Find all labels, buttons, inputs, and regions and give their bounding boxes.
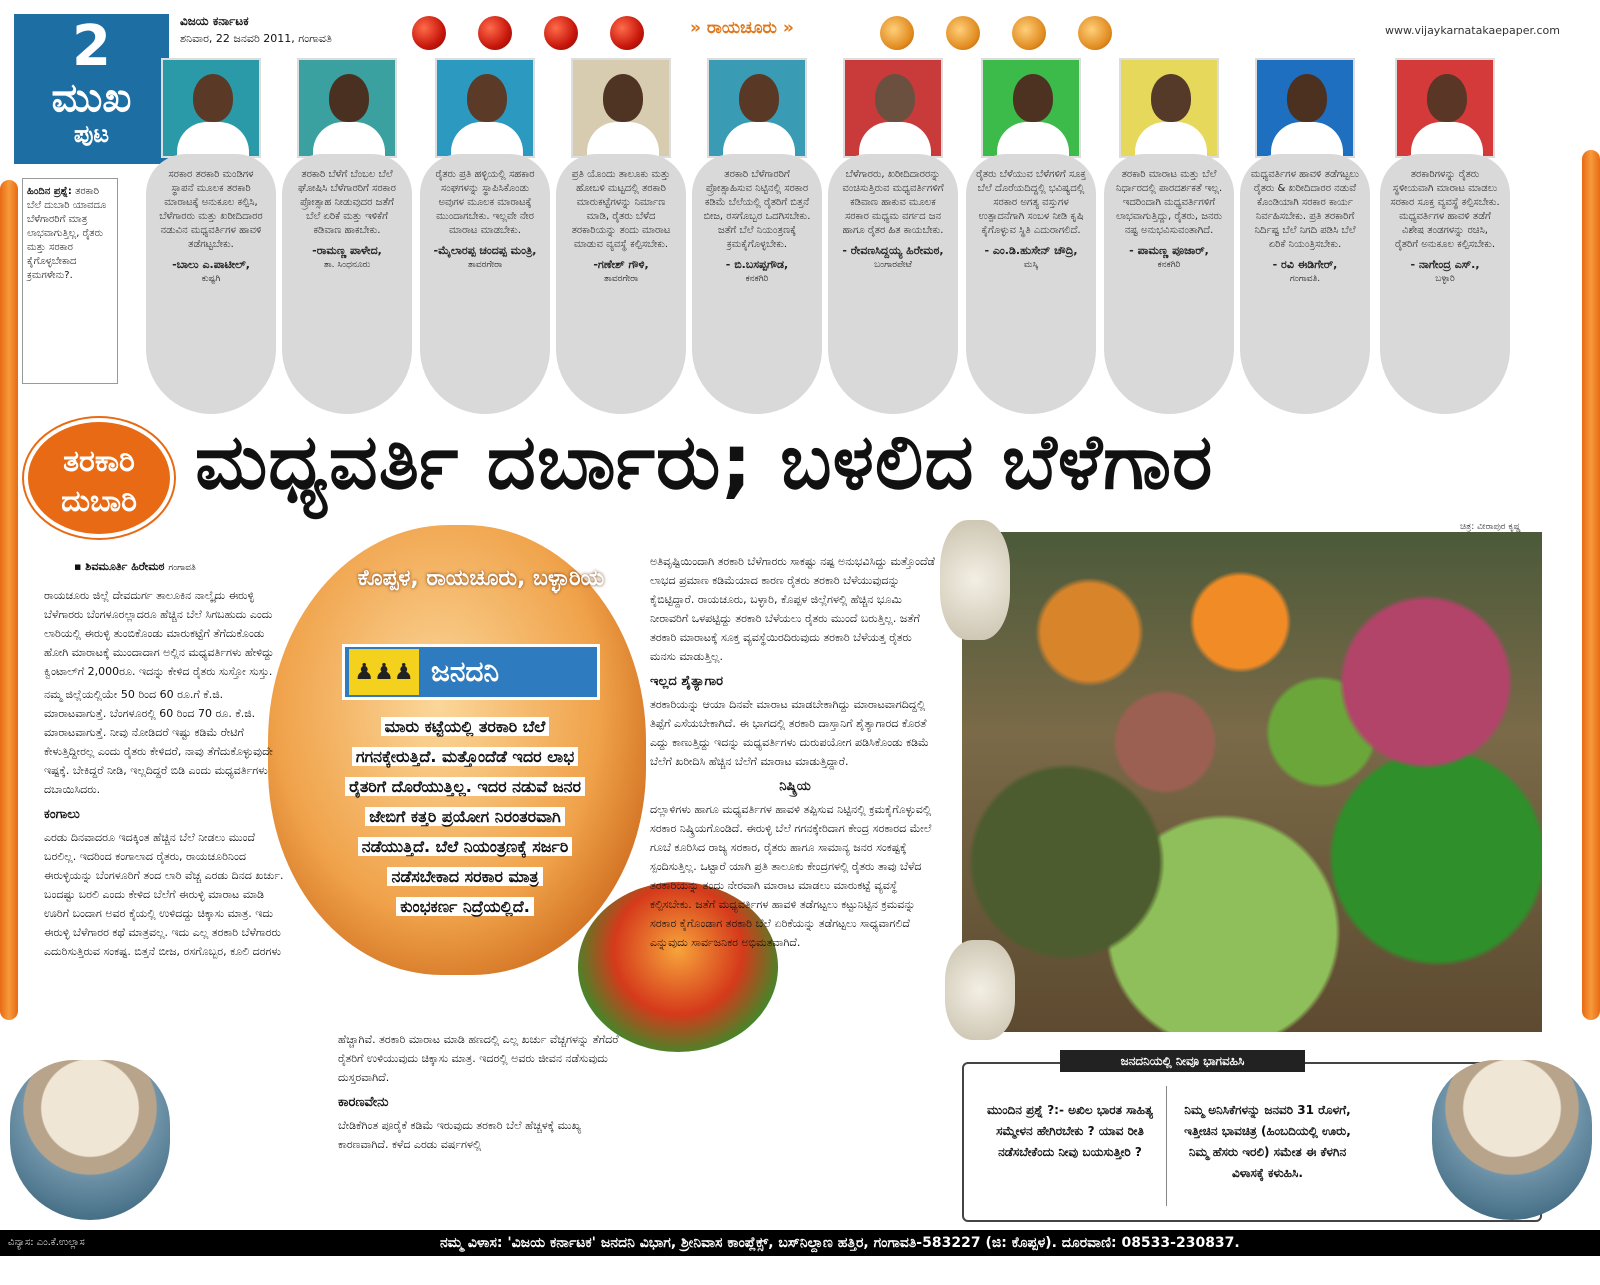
reader-name: - ನಾಗೇಂದ್ರ ಎಸ್., xyxy=(1410,258,1480,271)
opinion-text: ತರಕಾರಿ ಬೆಳೆಗೆ ಬೆಂಬಲ ಬೆಲೆ ಘೋಷಿಸಿ ಬೆಳೆಗಾರರಿಗೆ ಸರಕಾರ ಪ್ರೋತ್ಸಾಹ ನೀಡುವುದರ ಜತೆಗೆ ಬೆಲೆ ಏರಿಕೆ ಮತ್ತು ಇಳಿಕೆಗೆ ಕಡಿವಾಣ ಹಾಕಬೇಕು. xyxy=(298,169,396,236)
reader-place: ತಾವರಗೇರಾ xyxy=(603,274,639,284)
reader-name: -ರಾಮಣ್ಣ ಪಾಳೇದ, xyxy=(312,244,382,257)
callout-line: ರೈತರಿಗೆ ದೊರೆಯುತ್ತಿಲ್ಲ. ಇದರ ನಡುವೆ ಜನರ xyxy=(290,772,640,802)
carrot-icon xyxy=(1582,150,1600,1020)
opinion-card xyxy=(1104,58,1234,414)
onion-icon xyxy=(1012,16,1046,50)
opinion-text: ಬೆಳೆಗಾರರು, ಖರೀದಿದಾರರನ್ನು ವಂಚಿಸುತ್ತಿರುವ ಮಧ್ಯವರ್ತಿಗಳಿಗೆ ಕಡಿವಾಣ ಹಾಕುವ ಮೂಲಕ ಸರಕಾರ ಮಧ್ಯಮ ವರ್ಗದ ಜನ ಹಾಗೂ ರೈತರ ಹಿತ ಕಾಯಬೇಕು. xyxy=(842,169,944,236)
page-sub: ಪುಟ xyxy=(73,120,110,148)
tomato-icon xyxy=(412,16,446,50)
paragraph: ನಮ್ಮ ಜಿಲ್ಲೆಯಲ್ಲಿಯೇ 50 ರಿಂದ 60 ರೂ.ಗೆ ಕೆ.ಜಿ. ಮಾರಾಟವಾಗುತ್ತೆ. ಬೆಂಗಳೂರಲ್ಲಿ 60 ರಿಂದ 70 ರೂ. ಕೆ.ಜಿ. ಮಾರಾಟವಾಗುತ್ತೆ. ನೀವು ನೋಡಿದರೆ ಇಷ್ಟು ಕಡಿಮೆ ರೇಟಿಗೆ ಕೇಳುತ್ತಿದ್ದೀರಲ್ಲ ಎಂದು ರೈತರು ಕೇಳಿದರೆ, ನಾವು ತೆಗೆದುಕೊಳ್ಳುವುದೇ ಇಷ್ಟಕ್ಕೆ. ಬೇಕಿದ್ದರೆ ನೀಡಿ, ಇಲ್ಲದಿದ್ದರೆ ಬಿಡಿ ಎಂದು ಮಧ್ಯವರ್ತಿಗಳು ದಬಾಯಿಸಿದರು. xyxy=(44,688,273,796)
garlic-bowl-icon xyxy=(10,1060,170,1220)
byline-place: ಗಂಗಾವತಿ xyxy=(168,563,196,573)
garlic-icon xyxy=(945,940,1015,1040)
opinion-bubble xyxy=(146,154,276,414)
opinion-text: ರೈತರು ಪ್ರತಿ ಹಳ್ಳಿಯಲ್ಲಿ ಸಹಕಾರ ಸಂಘಗಳನ್ನು ಸ್ಥಾಪಿಸಿಕೊಂಡು ಅವುಗಳ ಮೂಲಕ ಮಾರಾಟಕ್ಕೆ ಮುಂದಾಗಬೇಕು. ಇಲ್ಲವೇ ನೇರ ಮಾರಾಟ ಮಾಡಬೇಕು. xyxy=(435,169,535,236)
website-url: www.vijaykarnatakaepaper.com xyxy=(1384,24,1560,37)
carrot-icon xyxy=(0,180,18,1020)
reader-photo xyxy=(571,58,671,158)
opinion-text: ಪ್ರತಿ ಯೊಂದು ತಾಲೂಕು ಮತ್ತು ಹೋಬಳಿ ಮಟ್ಟದಲ್ಲಿ ತರಕಾರಿ ಮಾರುಕಟ್ಟೆಗಳನ್ನು ನಿರ್ಮಾಣ ಮಾಡಿ, ರೈತರು ಬೆಳೆದ ತರಕಾರಿಯನ್ನು ತಂದು ಮಾರಾಟ ಮಾಡುವ ವ್ಯವಸ್ಥೆ ಕಲ್ಪಿಸಬೇಕು. xyxy=(571,169,671,250)
topic-tag xyxy=(24,418,174,538)
date-line: ಶನಿವಾರ, 22 ಜನವರಿ 2011, ಗಂಗಾವತಿ xyxy=(180,32,332,45)
paragraph: ದಲ್ಲಾಳಿಗಳು ಹಾಗೂ ಮಧ್ಯವರ್ತಿಗಳ ಹಾವಳಿ ತಪ್ಪಿಸುವ ನಿಟ್ಟಿನಲ್ಲಿ ಕ್ರಮಕೈಗೊಳ್ಳುವಲ್ಲಿ ಸರಕಾರ ನಿಷ್ಕ್ರಿಯಗೊಂಡಿದೆ. ಈರುಳ್ಳಿ ಬೆಲೆ ಗಗನಕ್ಕೇರಿದಾಗ ಕೇಂದ್ರ ಸರಕಾರದ ಮೇಲೆ ಗೂಬೆ ಕೂರಿಸಿದ ರಾಜ್ಯ ಸರಕಾರ, ರೈತರು ಹಾಗೂ ಸಾಮಾನ್ಯ ಜನರ ಸಂಕಷ್ಟಕ್ಕೆ ಸ್ಪಂದಿಸುತ್ತಿಲ್ಲ. ಒಟ್ಟಾರೆ ಯಾಗಿ ಪ್ರತಿ ತಾಲೂಕು ಕೇಂದ್ರಗಳಲ್ಲಿ ರೈತರು ತಾವು ಬೆಳೆದ ತರಕಾರಿಯನ್ನು ತಂದು ನೇರವಾಗಿ ಮಾರಾಟ ಮಾಡಲು ಮಾರುಕಟ್ಟೆ ವ್ಯವಸ್ಥೆ ಕಲ್ಪಿಸಬೇಕು. ಜತೆಗೆ ಮಧ್ಯವರ್ತಿಗಳ ಹಾವಳಿ ತಡೆಗಟ್ಟಲು ಕಟ್ಟುನಿಟ್ಟಿನ ಕ್ರಮವನ್ನು ಸರಕಾರ ಕೈಗೊಂಡಾಗ ತರಕಾರಿ ಬೆಲೆ ಏರಿಕೆಯನ್ನು ತಡೆಗಟ್ಟಲು ಸಾಧ್ಯವಾಗಲಿದೆ ಎನ್ನುವುದು ಸಾರ್ವಜನಿಕರ ಅಭಿಮತವಾಗಿದೆ. xyxy=(650,803,932,949)
onion-icon xyxy=(1078,16,1112,50)
participation-instructions: ನಿಮ್ಮ ಅನಿಸಿಕೆಗಳನ್ನು ಜನವರಿ 31 ರೊಳಗೆ, ಇತ್ತೀಚಿನ ಭಾವಚಿತ್ರ (ಹಿಂಬದಿಯಲ್ಲಿ ಊರು, ನಿಮ್ಮ ಹೆಸರು ಇರಲಿ) ಸಮೇತ ಈ ಕೆಳಗಿನ ವಿಳಾಸಕ್ಕೆ ಕಳುಹಿಸಿ. xyxy=(1184,1103,1351,1180)
previous-question-text: ತರಕಾರಿ ಬೆಲೆ ದುಬಾರಿ ಯಾವದೂ ಬೆಳೆಗಾರರಿಗೆ ಮಾತ್ರ ಲಾಭವಾಗುತ್ತಿಲ್ಲ, ರೈತರು ಮತ್ತು ಸರಕಾರ ಕೈಗೊಳ್ಳಬೇಕಾದ ಕ್ರಮಗಳೇನು?. xyxy=(27,186,107,281)
section-label: » ರಾಯಚೂರು » xyxy=(690,18,794,38)
opinion-card xyxy=(1240,58,1370,414)
tomato-icon xyxy=(610,16,644,50)
callout-line: ಕುಂಭಕರ್ಣ ನಿದ್ರೆಯಲ್ಲಿದೆ. xyxy=(290,892,640,922)
paragraph: ರಾಯಚೂರು ಜಿಲ್ಲೆ ದೇವದುರ್ಗ ತಾಲೂಕಿನ ನಾಲ್ಕೈದು ಈರುಳ್ಳಿ ಬೆಳೆಗಾರರು ಬೆಂಗಳೂರಲ್ಲಾದರೂ ಹೆಚ್ಚಿನ ಬೆಲೆ ಸಿಗಬಹುದು ಎಂದು ಲಾರಿಯಲ್ಲಿ ಈರುಳ್ಳಿ ತುಂಬಿಕೊಂಡು ಮಾರುಕಟ್ಟೆಗೆ ತೆಗೆದುಕೊಂಡು ಹೋಗಿ ಮಾರಾಟಕ್ಕೆ ಮುಂದಾದಾಗ ಅಲ್ಲಿನ ಮಧ್ಯವರ್ತಿಗಳು ಹೇಳಿದ್ದು ಕ್ವಿಂಟಾಲ್‌ಗೆ 2,000ರೂ. ಇದನ್ನು ಕೇಳಿದ ರೈತರು ಸುಸ್ತೋ ಸುಸ್ತು. xyxy=(44,589,274,678)
divider xyxy=(1166,1086,1167,1206)
opinion-card xyxy=(556,58,686,414)
reader-place: ತಾವರಗೇರಾ xyxy=(467,260,503,270)
opinion-card xyxy=(282,58,412,414)
opinion-card xyxy=(146,58,276,414)
previous-question-label: ಹಿಂದಿನ ಪ್ರಶ್ನೆ: xyxy=(27,186,72,197)
byline xyxy=(74,560,196,574)
reader-place: ಕುಷ್ಟಗಿ xyxy=(201,274,221,284)
reader-photo xyxy=(161,58,261,158)
next-question: ಮುಂದಿನ ಪ್ರಶ್ನೆ ?:- ಅಖಿಲ ಭಾರತ ಸಾಹಿತ್ಯ ಸಮ್ಮೇಳನ ಹೇಗಿರಬೇಕು ? ಯಾವ ರೀತಿ ನಡೆಸಬೇಕೆಂದು ನೀವು ಬಯಸುತ್ತೀರಿ ? xyxy=(986,1103,1154,1159)
opinion-card xyxy=(828,58,958,414)
reader-place: ಕನಕಗಿರಿ xyxy=(745,274,769,284)
topic-tag-line1: ತರಕಾರಿ xyxy=(63,444,135,479)
reader-name: - ಬಿ.ಬಸಪ್ಪಗೌಡ, xyxy=(725,258,789,271)
garlic-icon xyxy=(940,520,1010,640)
subheading: ಇಲ್ಲದ ಶೈತ್ಯಾಗಾರ xyxy=(650,674,723,689)
paragraph: ಎರಡು ದಿನವಾದರೂ ಇದಕ್ಕಿಂತ ಹೆಚ್ಚಿನ ಬೆಲೆ ನೀಡಲು ಮುಂದೆ ಬರಲಿಲ್ಲ. ಇದರಿಂದ ಕಂಗಾಲಾದ ರೈತರು, ರಾಯಚೂರಿನಿಂದ ಈರುಳ್ಳಿಯನ್ನು ಬೆಂಗಳೂರಿಗೆ ತಂದ ಲಾರಿ ವೆಚ್ಚ ಎರಡು ದಿನದ ಖರ್ಚು. ಬಂದಷ್ಟು ಬರಲಿ ಎಂದು ಕೇಳಿದ ಬೆಲೆಗೆ ಈರುಳ್ಳಿ ಮಾರಾಟ ಮಾಡಿ ಊರಿಗೆ ಬಂದಾಗ ಅವರ ಕೈಯಲ್ಲಿ ಉಳಿದದ್ದು ಚಿಕ್ಕಾಸು ಮಾತ್ರ. ಇದು ಈರುಳ್ಳಿ ಬೆಳೆಗಾರರ ಕಥೆ ಮಾತ್ರವಲ್ಲ. ಇದು ಎಲ್ಲ ತರಕಾರಿ ಬೆಳೆಗಾರರು ಎದುರಿಸುತ್ತಿರುವ ಸಂಕಷ್ಟ. ಬಿತ್ತನೆ ಬೀಜ, ರಸಗೊಬ್ಬರ, ಕೂಲಿ ದರಗಳು xyxy=(44,831,284,958)
reader-place: ಬಂಗಾರಪೇಟೆ xyxy=(874,260,912,270)
reader-photo xyxy=(435,58,535,158)
page-word: ಮುಖ xyxy=(51,75,132,121)
paragraph: ಹೆಚ್ಚಾಗಿವೆ. ತರಕಾರಿ ಮಾರಾಟ ಮಾಡಿ ಹಣದಲ್ಲಿ ಎಲ್ಲ ಖರ್ಚು ವೆಚ್ಚಗಳನ್ನು ತೆಗೆದರೆ ರೈತರಿಗೆ ಉಳಿಯುವುದು ಚಿಕ್ಕಾಸು ಮಾತ್ರ. ಇದರಲ್ಲಿ ಅವರು ಜೀವನ ನಡೆಸುವುದು ದುಸ್ತರವಾಗಿದೆ. xyxy=(338,1033,619,1084)
photo-credit: ಚಿತ್ರ: ವೀರಾಪುರ ಕೃಷ್ಣ xyxy=(1460,522,1521,532)
opinion-text: ತರಕಾರಿ ಮಾರಾಟ ಮತ್ತು ಬೆಲೆ ನಿರ್ಧಾರದಲ್ಲಿ ಪಾರದರ್ಶಕತೆ ಇಲ್ಲ. ಇದರಿಂದಾಗಿ ಮಧ್ಯವರ್ತಿಗಳಿಗೆ ಲಾಭವಾಗುತ್ತಿದ್ದು, ರೈತರು, ಜನರು ನಷ್ಟ ಅನುಭವಿಸುವಂತಾಗಿದೆ. xyxy=(1115,169,1223,236)
article-column-2 xyxy=(338,1030,628,1158)
reader-name: -ಮೈಲಾರಪ್ಪ ಚಂದಪ್ಪ ಮಂತ್ರಿ, xyxy=(433,244,537,257)
opinion-card xyxy=(966,58,1096,414)
opinion-text: ತರಕಾರಿ ಬೆಳೆಗಾರರಿಗೆ ಪ್ರೋತ್ಸಾಹಿಸುವ ನಿಟ್ಟಿನಲ್ಲಿ ಸರಕಾರ ಕಡಿಮೆ ಬೆಲೆಯಲ್ಲಿ ರೈತರಿಗೆ ಬಿತ್ತನೆ ಬೀಜ, ರಸಗೊಬ್ಬರ ಒದಗಿಸಬೇಕು. ಜತೆಗೆ ಬೆಲೆ ನಿಯಂತ್ರಣಕ್ಕೆ ಕ್ರಮಕೈಗೊಳ್ಳಬೇಕು. xyxy=(703,169,811,250)
opinion-bubble xyxy=(692,154,822,414)
opinion-text: ಸರಕಾರ ತರಕಾರಿ ಮಂಡಿಗಳ ಸ್ಥಾಪನೆ ಮೂಲಕ ತರಕಾರಿ ಮಾರಾಟಕ್ಕೆ ಅನುಕೂಲ ಕಲ್ಪಿಸಿ, ಬೆಳೆಗಾರರು ಮತ್ತು ಖರೀದಿದಾರರ ನಡುವಿನ ಮಧ್ಯವರ್ತಿಗಳ ಹಾವಳಿ ತಡೆಗಟ್ಟಬೇಕು. xyxy=(159,169,263,250)
byline-name: ▪ ಶಿವಮೂರ್ತಿ ಹಿರೇಮಠ xyxy=(74,560,165,573)
reader-place: ಕನಕಗಿರಿ xyxy=(1157,260,1181,270)
paragraph: ಬೇಡಿಕೆಗಿಂತ ಪೂರೈಕೆ ಕಡಿಮೆ ಇರುವುದು ತರಕಾರಿ ಬೆಲೆ ಹೆಚ್ಚಳಕ್ಕೆ ಮುಖ್ಯ ಕಾರಣವಾಗಿದೆ. ಕಳೆದ ಎರಡು ವರ್ಷಗಳಲ್ಲಿ xyxy=(338,1119,582,1151)
opinion-bubble xyxy=(282,154,412,414)
headline: ಮಧ್ಯವರ್ತಿ ದರ್ಬಾರು; ಬಳಲಿದ ಬೆಳೆಗಾರ xyxy=(195,417,1214,506)
reader-place: ಗಂಗಾವತಿ. xyxy=(1289,274,1321,284)
callout-line: ಮಾರು ಕಟ್ಟೆಯಲ್ಲಿ ತರಕಾರಿ ಬೆಲೆ xyxy=(290,712,640,742)
participation-title: ಜನದನಿಯಲ್ಲಿ ನೀವೂ ಭಾಗವಹಿಸಿ xyxy=(1060,1050,1305,1072)
reader-photo xyxy=(1255,58,1355,158)
logo-text: ಜನದನಿ xyxy=(431,655,500,688)
reader-name: - ರೇವಣಸಿದ್ದಯ್ಯ ಹಿರೇಮಠ, xyxy=(842,244,944,257)
reader-name: - ರವಿ ಈಡಿಗೇರ್, xyxy=(1272,258,1338,271)
callout-line: ನಡೆಯುತ್ತಿದೆ. ಬೆಲೆ ನಿಯಂತ್ರಣಕ್ಕೆ ಸರ್ಜರಿ xyxy=(290,832,640,862)
opinion-bubble xyxy=(556,154,686,414)
opinion-bubble xyxy=(828,154,958,414)
opinion-card xyxy=(1380,58,1510,414)
opinion-bubble xyxy=(1104,154,1234,414)
reader-photo xyxy=(1119,58,1219,158)
reader-name: -ಬಾಲು ಎ.ಪಾಟೀಲ್, xyxy=(172,258,250,271)
designer-credit: ವಿನ್ಯಾಸ: ಎಂ.ಕೆ.ಉಲ್ಲಾಸ xyxy=(8,1237,85,1248)
paragraph: ಅತಿವೃಷ್ಟಿಯಿಂದಾಗಿ ತರಕಾರಿ ಬೆಳೆಗಾರರು ಸಾಕಷ್ಟು ನಷ್ಟ ಅನುಭವಿಸಿದ್ದು ಮತ್ತೊಂದೆಡೆ ಲಾಭದ ಪ್ರಮಾಣ ಕಡಿಮೆಯಾದ ಕಾರಣ ರೈತರು ತರಕಾರಿ ಬೆಳೆಯುವುದನ್ನು ಕೈಬಿಟ್ಟಿದ್ದಾರೆ. ರಾಯಚೂರು, ಬಳ್ಳಾರಿ, ಕೊಪ್ಪಳ ಜಿಲ್ಲೆಗಳಲ್ಲಿ ಹೆಚ್ಚಿನ ಭೂಮಿ ನೀರಾವರಿಗೆ ಒಳಪಟ್ಟಿದ್ದು ತರಕಾರಿ ಬೆಳೆಯಲು ರೈತರು ಮುಂದೆ ಬರುತ್ತಿಲ್ಲ. ಜತೆಗೆ ತರಕಾರಿ ಮಾರಾಟಕ್ಕೆ ಸೂಕ್ತ ವ್ಯವಸ್ಥೆಯಿರದಿರುವುದು ತರಕಾರಿ ಬೆಳೆಯತ್ತ ರೈತರು ಮನಸು ಮಾಡುತ್ತಿಲ್ಲ. xyxy=(650,555,935,663)
reader-place: ಮಸ್ಕಿ xyxy=(1023,260,1039,270)
footer xyxy=(0,1230,1600,1256)
onion-icon xyxy=(880,16,914,50)
tomato-icon xyxy=(478,16,512,50)
opinion-bubble xyxy=(420,154,550,414)
subheading: ಕಂಗಾಲು xyxy=(44,807,80,822)
opinion-text: ರೈತರು ಬೆಳೆಯುವ ಬೆಳೆಗಳಿಗೆ ಸೂಕ್ತ ಬೆಲೆ ದೊರೆಯದಿದ್ದಲ್ಲಿ ಭವಿಷ್ಯದಲ್ಲಿ ಸರಕಾರ ಅಗತ್ಯ ವಸ್ತುಗಳ ಉತ್ಪಾದನೆಗಾಗಿ ಸಂಬಳ ನೀಡಿ ಕೃಷಿ ಕೈಗೊಳ್ಳುವ ಸ್ಥಿತಿ ಎದುರಾಗಲಿದೆ. xyxy=(976,169,1086,236)
reader-photo xyxy=(981,58,1081,158)
opinion-bubble xyxy=(1380,154,1510,414)
opinion-text: ಮಧ್ಯವರ್ತಿಗಳ ಹಾವಳಿ ತಡೆಗಟ್ಟಲು ರೈತರು & ಖರೀದಿದಾರರ ನಡುವೆ ಕೊಂಡಿಯಾಗಿ ಸರಕಾರ ಕಾರ್ಯ ನಿರ್ವಹಿಸಬೇಕು. ಪ್ರತಿ ತರಕಾರಿಗೆ ನಿರ್ದಿಷ್ಟ ಬೆಲೆ ನಿಗದಿ ಪಡಿಸಿ ಬೆಲೆ ಏರಿಕೆ ನಿಯಂತ್ರಿಸಬೇಕು. xyxy=(1250,169,1360,250)
callout-line: ಗಗನಕ್ಕೇರುತ್ತಿದೆ. ಮತ್ತೊಂದೆಡೆ ಇದರ ಲಾಭ xyxy=(290,742,640,772)
topic-tag-line2: ದುಬಾರಿ xyxy=(61,484,137,519)
callout-box xyxy=(290,712,640,922)
reader-name: -ಗಣೇಶ್ ಗೌಳಿ, xyxy=(593,258,649,271)
onion-icon xyxy=(946,16,980,50)
vegetable-market-photo xyxy=(962,532,1542,1032)
reader-place: ಬಳ್ಳಾರಿ xyxy=(1435,274,1455,284)
reader-name: - ಎಂ.ಡಿ.ಹುಸೇನ್ ಚೌದ್ರಿ, xyxy=(984,244,1078,257)
subheading: ನಿಷ್ಕ್ರಿಯ xyxy=(779,779,811,794)
callout-line: ನಡೆಸಬೇಕಾದ ಸರಕಾರ ಮಾತ್ರ xyxy=(290,862,640,892)
paragraph: ತರಕಾರಿಯನ್ನು ಆಯಾ ದಿನವೇ ಮಾರಾಟ ಮಾಡಬೇಕಾಗಿದ್ದು ಮಾರಾಟವಾಗದಿದ್ದಲ್ಲಿ ತಿಪ್ಪೆಗೆ ಎಸೆಯಬೇಕಾಗಿದೆ. ಈ ಭಾಗದಲ್ಲಿ ತರಕಾರಿ ದಾಸ್ತಾನಿಗೆ ಶೈತ್ಯಾಗಾರದ ಕೊರತೆ ಎದ್ದು ಕಾಣುತ್ತಿದ್ದು ಇದನ್ನು ಮಧ್ಯವರ್ತಿಗಳು ದುರುಪಯೋಗ ಪಡಿಸಿಕೊಂಡು ಕಡಿಮೆ ಬೆಲೆಗೆ ಖರೀದಿಸಿ ಹೆಚ್ಚಿನ ಬೆಲೆಗೆ ಮಾರಾಟ ಮಾಡುತ್ತಿದ್ದಾರೆ. xyxy=(650,698,929,768)
opinion-card xyxy=(420,58,550,414)
opinion-text: ತರಕಾರಿಗಳನ್ನು ರೈತರು ಸ್ಥಳೀಯವಾಗಿ ಮಾರಾಟ ಮಾಡಲು ಸರಕಾರ ಸೂಕ್ತ ವ್ಯವಸ್ಥೆ ಕಲ್ಪಿಸಬೇಕು. ಮಧ್ಯವರ್ತಿಗಳ ಹಾವಳಿ ತಡೆಗೆ ವಿಶೇಷ ತಂಡಗಳನ್ನು ರಚಿಸಿ, ರೈತರಿಗೆ ಅನುಕೂಲ ಕಲ್ಪಿಸಬೇಕು. xyxy=(1390,169,1500,250)
article-column-3 xyxy=(650,552,940,1222)
opinion-card xyxy=(692,58,822,414)
reader-photo xyxy=(843,58,943,158)
opinion-bubble xyxy=(1240,154,1370,414)
reader-place: ತಾ. ಸಿಂಧನೂರು xyxy=(323,260,371,270)
region-title: ಕೊಪ್ಪಳ, ರಾಯಚೂರು, ಬಳ್ಳಾರಿಯ xyxy=(357,566,605,591)
reader-name: - ಪಾಮಣ್ಣ ಪೂಜಾರ್, xyxy=(1129,244,1209,257)
garlic-bowl-icon xyxy=(1432,1060,1592,1220)
people-icon: ♟♟♟ xyxy=(349,649,419,695)
paper-name: ವಿಜಯ ಕರ್ನಾಟಕ xyxy=(180,14,249,28)
reader-photo xyxy=(297,58,397,158)
janadani-logo xyxy=(342,644,600,700)
previous-question-box xyxy=(22,178,118,384)
reader-photo xyxy=(707,58,807,158)
callout-line: ಜೇಬಿಗೆ ಕತ್ತರಿ ಪ್ರಯೋಗ ನಿರಂತರವಾಗಿ xyxy=(290,802,640,832)
page-number: 2 xyxy=(72,14,111,79)
opinion-bubble xyxy=(966,154,1096,414)
subheading: ಕಾರಣವೇನು xyxy=(338,1095,389,1110)
reader-photo xyxy=(1395,58,1495,158)
contact-address: ನಮ್ಮ ವಿಳಾಸ: 'ವಿಜಯ ಕರ್ನಾಟಕ' ಜನದನಿ ವಿಭಾಗ, ಶ್ರೀನಿವಾಸ ಕಾಂಪ್ಲೆಕ್ಸ್, ಬಸ್‌ನಿಲ್ದಾಣ ಹತ್ತಿರ, ಗಂಗಾವತಿ-583227 (ಜಿ: ಕೊಪ್ಪಳ). ದೂರವಾಣಿ: 08533-230837. xyxy=(440,1235,1240,1251)
tomato-icon xyxy=(544,16,578,50)
